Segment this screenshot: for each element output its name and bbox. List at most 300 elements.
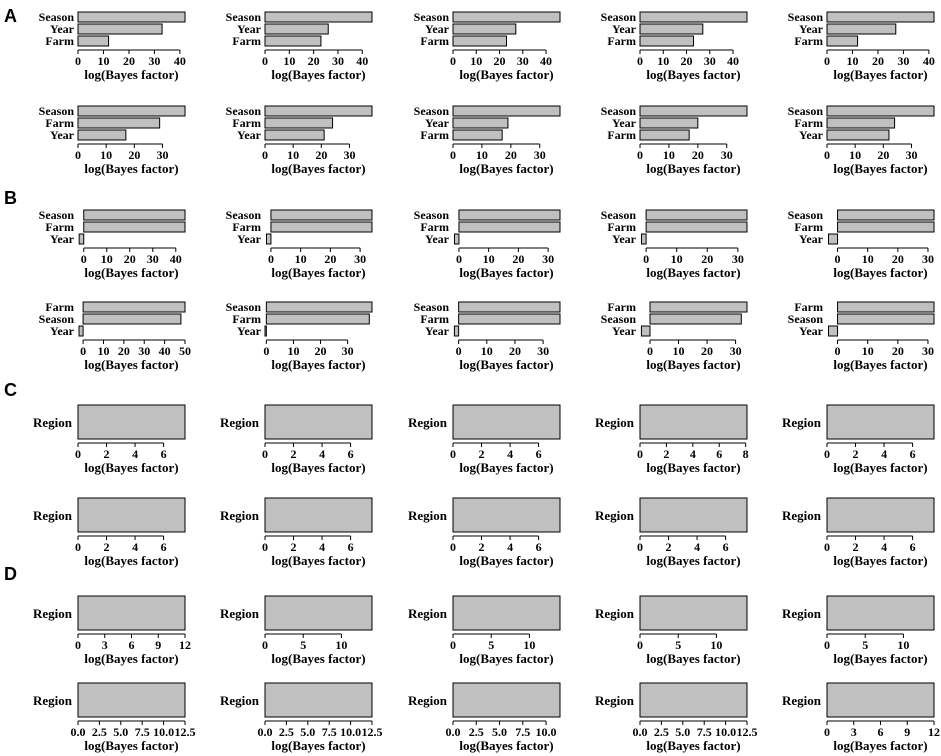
- category-label: Region: [782, 606, 821, 621]
- x-tick-label: 10: [710, 638, 723, 652]
- x-tick-label: 12.5: [736, 725, 758, 739]
- panel-letter-d: D: [4, 564, 17, 584]
- x-tick-label: 30: [703, 54, 716, 68]
- category-label: Season: [225, 10, 261, 24]
- bar: [78, 106, 185, 116]
- category-label: Region: [220, 693, 259, 708]
- x-tick-label: 10: [100, 148, 113, 162]
- x-tick-label: 30: [354, 252, 367, 266]
- x-tick-label: 0: [637, 54, 643, 68]
- x-axis-label: log(Bayes factor): [271, 357, 366, 372]
- x-tick-label: 40: [173, 54, 186, 68]
- x-tick-label: 10: [846, 54, 859, 68]
- x-tick-label: 5: [300, 638, 307, 652]
- category-label: Year: [799, 128, 823, 142]
- bar: [265, 36, 321, 46]
- subplot-d-1-4: [595, 596, 747, 666]
- bar: [453, 405, 560, 439]
- x-axis-label: log(Bayes factor): [459, 265, 554, 280]
- x-tick-label: 5.0: [113, 725, 129, 739]
- category-label: Season: [600, 312, 636, 326]
- category-label: Region: [595, 415, 634, 430]
- x-tick-label: 10: [294, 252, 307, 266]
- x-tick-label: 30: [921, 252, 934, 266]
- bar: [838, 314, 934, 324]
- subplot-c-2-1: [33, 498, 185, 568]
- x-tick-label: 30: [138, 344, 151, 358]
- x-tick-label: 7.5: [515, 725, 531, 739]
- category-label: Region: [408, 415, 447, 430]
- x-tick-label: 10: [861, 252, 874, 266]
- category-label: Year: [50, 128, 74, 142]
- category-label: Year: [612, 22, 636, 36]
- x-tick-label: 10.0: [715, 725, 737, 739]
- bar: [271, 210, 372, 220]
- x-axis-label: log(Bayes factor): [459, 67, 554, 82]
- bar: [271, 222, 372, 232]
- subplot-a-1-3: [414, 10, 560, 82]
- subplot-a-2-3: [414, 104, 560, 176]
- x-tick-label: 10: [482, 252, 495, 266]
- subplot-d-2-5: [782, 683, 940, 753]
- x-tick-label: 4: [132, 447, 139, 461]
- x-tick-label: 2: [665, 540, 672, 554]
- x-tick-label: 20: [315, 148, 328, 162]
- x-tick-label: 12.5: [174, 725, 196, 739]
- bar: [265, 118, 333, 128]
- category-label: Season: [225, 208, 261, 222]
- bar: [827, 12, 934, 22]
- x-tick-label: 0: [637, 638, 643, 652]
- x-tick-label: 2.5: [653, 725, 669, 739]
- category-label: Year: [612, 232, 636, 246]
- category-label: Farm: [794, 300, 823, 314]
- x-tick-label: 0.0: [257, 725, 273, 739]
- category-label: Region: [220, 606, 259, 621]
- subplot-b-2-4: [601, 300, 747, 372]
- bar: [453, 596, 560, 630]
- bar: [265, 12, 372, 22]
- bar: [642, 234, 647, 244]
- category-label: Year: [237, 232, 261, 246]
- category-label: Farm: [607, 34, 636, 48]
- bar: [78, 12, 185, 22]
- category-label: Year: [237, 324, 261, 338]
- x-axis-label: log(Bayes factor): [271, 651, 366, 666]
- x-tick-label: 0: [824, 725, 830, 739]
- x-tick-label: 8: [742, 447, 749, 461]
- x-tick-label: 4: [319, 540, 326, 554]
- x-tick-label: 5.0: [492, 725, 508, 739]
- bar: [266, 302, 372, 312]
- x-tick-label: 3: [101, 638, 108, 652]
- bar: [459, 210, 560, 220]
- x-tick-label: 0.0: [445, 725, 461, 739]
- bar: [453, 498, 560, 532]
- x-axis-label: log(Bayes factor): [833, 460, 928, 475]
- category-label: Year: [425, 324, 449, 338]
- subplot-c-1-1: [33, 405, 185, 475]
- bar: [459, 302, 560, 312]
- bar: [827, 106, 934, 116]
- x-tick-label: 5.0: [300, 725, 316, 739]
- x-tick-label: 10: [287, 344, 300, 358]
- x-tick-label: 0: [646, 344, 653, 358]
- subplot-c-1-2: [220, 405, 372, 475]
- x-tick-label: 0: [450, 54, 456, 68]
- x-axis-label: log(Bayes factor): [459, 553, 554, 568]
- bar: [640, 36, 694, 46]
- x-tick-label: 40: [922, 54, 935, 68]
- category-label: Season: [787, 208, 823, 222]
- subplot-d-2-3: [408, 683, 560, 753]
- x-tick-label: 0: [262, 148, 268, 162]
- x-tick-label: 30: [148, 54, 161, 68]
- category-label: Region: [782, 693, 821, 708]
- category-label: Farm: [232, 116, 261, 130]
- x-tick-label: 0: [450, 447, 456, 461]
- bar: [829, 234, 838, 244]
- x-tick-label: 0: [824, 638, 830, 652]
- category-label: Year: [50, 22, 74, 36]
- category-label: Year: [799, 22, 823, 36]
- bar: [838, 302, 934, 312]
- category-label: Season: [600, 104, 636, 118]
- category-label: Farm: [607, 220, 636, 234]
- category-label: Farm: [420, 220, 449, 234]
- x-tick-label: 20: [680, 54, 693, 68]
- bar: [838, 222, 934, 232]
- bar: [641, 326, 650, 336]
- x-axis-label: log(Bayes factor): [646, 460, 741, 475]
- bar: [454, 234, 458, 244]
- category-label: Region: [595, 508, 634, 523]
- x-tick-label: 10: [100, 252, 113, 266]
- bar: [453, 130, 502, 140]
- x-tick-label: 0.0: [70, 725, 86, 739]
- x-tick-label: 0: [267, 252, 274, 266]
- x-tick-label: 6: [347, 540, 354, 554]
- subplot-b-2-3: [414, 300, 560, 372]
- subplot-b-2-1: [39, 300, 191, 372]
- x-axis-label: log(Bayes factor): [84, 67, 179, 82]
- x-axis-label: log(Bayes factor): [646, 265, 741, 280]
- category-label: Region: [408, 606, 447, 621]
- x-tick-label: 30: [146, 252, 159, 266]
- bar: [453, 12, 560, 22]
- bar: [640, 130, 689, 140]
- category-label: Farm: [45, 220, 74, 234]
- category-label: Season: [38, 10, 74, 24]
- subplot-b-1-2: [226, 208, 372, 280]
- x-axis-label: log(Bayes factor): [271, 738, 366, 753]
- bar: [838, 210, 934, 220]
- x-axis-label: log(Bayes factor): [459, 651, 554, 666]
- panel-letter-b: B: [4, 188, 17, 208]
- x-tick-label: 2.5: [468, 725, 484, 739]
- x-axis-label: log(Bayes factor): [84, 460, 179, 475]
- x-tick-label: 30: [542, 252, 555, 266]
- bar: [459, 222, 560, 232]
- category-label: Farm: [420, 128, 449, 142]
- x-tick-label: 0: [643, 252, 650, 266]
- x-tick-label: 4: [881, 447, 888, 461]
- x-tick-label: 10: [672, 344, 685, 358]
- x-tick-label: 10: [470, 54, 483, 68]
- category-label: Season: [225, 300, 261, 314]
- bar: [78, 24, 162, 34]
- bar: [453, 36, 507, 46]
- bar: [640, 596, 747, 630]
- category-label: Year: [425, 116, 449, 130]
- x-tick-label: 6: [716, 447, 723, 461]
- subplot-c-2-3: [408, 498, 560, 568]
- x-tick-label: 2: [478, 447, 485, 461]
- x-tick-label: 30: [729, 344, 742, 358]
- x-axis-label: log(Bayes factor): [459, 357, 554, 372]
- bar: [265, 498, 372, 532]
- bar: [827, 118, 895, 128]
- category-label: Region: [408, 693, 447, 708]
- category-label: Farm: [607, 300, 636, 314]
- bar: [78, 405, 185, 439]
- x-axis-label: log(Bayes factor): [833, 357, 928, 372]
- x-tick-label: 2: [852, 447, 859, 461]
- x-tick-label: 5: [675, 638, 682, 652]
- x-tick-label: 10.0: [340, 725, 362, 739]
- x-tick-label: 6: [347, 447, 354, 461]
- category-label: Region: [595, 606, 634, 621]
- x-axis-label: log(Bayes factor): [84, 265, 179, 280]
- x-tick-label: 6: [535, 447, 542, 461]
- x-tick-label: 7.5: [696, 725, 712, 739]
- bar: [827, 498, 934, 532]
- category-label: Region: [220, 508, 259, 523]
- x-tick-label: 4: [694, 540, 701, 554]
- bar: [640, 498, 747, 532]
- bar: [265, 596, 372, 630]
- category-label: Farm: [794, 34, 823, 48]
- category-label: Season: [225, 104, 261, 118]
- x-tick-label: 5: [488, 638, 495, 652]
- x-tick-label: 0: [824, 447, 830, 461]
- x-tick-label: 6: [877, 725, 884, 739]
- category-label: Farm: [45, 34, 74, 48]
- subplot-c-1-3: [408, 405, 560, 475]
- x-tick-label: 40: [158, 344, 171, 358]
- category-label: Region: [33, 508, 72, 523]
- x-tick-label: 30: [720, 148, 733, 162]
- bar: [265, 130, 324, 140]
- bar: [459, 314, 560, 324]
- x-tick-label: 10: [475, 148, 488, 162]
- category-label: Farm: [794, 116, 823, 130]
- x-tick-label: 7.5: [134, 725, 150, 739]
- x-tick-label: 10: [97, 344, 110, 358]
- x-tick-label: 50: [179, 344, 191, 358]
- category-label: Season: [413, 10, 449, 24]
- x-axis-label: log(Bayes factor): [646, 738, 741, 753]
- x-tick-label: 10: [97, 54, 110, 68]
- x-tick-label: 0: [75, 148, 81, 162]
- x-tick-label: 5: [862, 638, 869, 652]
- x-axis-label: log(Bayes factor): [271, 553, 366, 568]
- x-tick-label: 20: [117, 344, 130, 358]
- subplot-a-1-1: [39, 10, 186, 82]
- x-tick-label: 0: [455, 252, 462, 266]
- category-label: Season: [787, 104, 823, 118]
- category-label: Season: [413, 104, 449, 118]
- x-axis-label: log(Bayes factor): [833, 553, 928, 568]
- x-tick-label: 4: [689, 447, 696, 461]
- bar: [265, 106, 372, 116]
- x-axis-label: log(Bayes factor): [84, 357, 179, 372]
- x-tick-label: 20: [123, 252, 136, 266]
- x-tick-label: 12: [179, 638, 191, 652]
- category-label: Year: [799, 232, 823, 246]
- x-tick-label: 10: [657, 54, 670, 68]
- category-label: Region: [782, 415, 821, 430]
- x-tick-label: 0: [75, 540, 81, 554]
- x-tick-label: 12.5: [361, 725, 383, 739]
- subplot-b-1-5: [788, 208, 934, 280]
- x-tick-label: 3: [850, 725, 857, 739]
- bar: [829, 326, 838, 336]
- x-tick-label: 10: [662, 148, 675, 162]
- category-label: Year: [612, 324, 636, 338]
- x-tick-label: 30: [533, 148, 546, 162]
- category-label: Year: [612, 116, 636, 130]
- category-label: Farm: [420, 312, 449, 326]
- x-tick-label: 6: [535, 540, 542, 554]
- subplot-b-2-5: [788, 300, 934, 372]
- x-tick-label: 0: [450, 540, 456, 554]
- x-tick-label: 0: [75, 638, 81, 652]
- bar: [84, 222, 185, 232]
- x-axis-label: log(Bayes factor): [833, 265, 928, 280]
- category-label: Region: [220, 415, 259, 430]
- x-tick-label: 20: [314, 344, 327, 358]
- x-tick-label: 30: [516, 54, 529, 68]
- category-label: Farm: [607, 128, 636, 142]
- panel-letter-c: C: [4, 380, 17, 400]
- x-tick-label: 20: [512, 252, 525, 266]
- category-label: Year: [50, 324, 74, 338]
- x-tick-label: 2.5: [278, 725, 294, 739]
- category-label: Farm: [232, 220, 261, 234]
- x-tick-label: 30: [156, 148, 169, 162]
- x-tick-label: 6: [128, 638, 135, 652]
- bar: [640, 683, 747, 717]
- subplot-d-1-1: [33, 596, 191, 666]
- bar: [827, 24, 896, 34]
- x-tick-label: 20: [128, 148, 141, 162]
- bar: [453, 24, 516, 34]
- bar: [78, 498, 185, 532]
- x-tick-label: 40: [356, 54, 369, 68]
- category-label: Season: [600, 10, 636, 24]
- category-label: Farm: [232, 34, 261, 48]
- bar: [83, 302, 185, 312]
- x-tick-label: 20: [701, 252, 714, 266]
- x-axis-label: log(Bayes factor): [459, 738, 554, 753]
- x-tick-label: 10.0: [153, 725, 175, 739]
- x-tick-label: 0: [834, 344, 841, 358]
- subplot-d-1-5: [782, 596, 934, 666]
- x-tick-label: 40: [169, 252, 182, 266]
- x-tick-label: 20: [891, 252, 904, 266]
- subplot-c-2-5: [782, 498, 934, 568]
- x-tick-label: 6: [160, 447, 167, 461]
- x-axis-label: log(Bayes factor): [271, 161, 366, 176]
- subplot-b-1-1: [39, 208, 185, 280]
- x-tick-label: 10: [523, 638, 536, 652]
- bar: [640, 24, 703, 34]
- x-axis-label: log(Bayes factor): [84, 738, 179, 753]
- x-tick-label: 40: [540, 54, 553, 68]
- bar: [79, 234, 84, 244]
- x-tick-label: 2: [290, 447, 297, 461]
- x-tick-label: 10: [287, 148, 300, 162]
- x-tick-label: 6: [722, 540, 729, 554]
- x-tick-label: 0: [824, 540, 830, 554]
- bar: [640, 118, 698, 128]
- category-label: Year: [425, 22, 449, 36]
- x-tick-label: 0: [262, 540, 268, 554]
- bar: [265, 683, 372, 717]
- subplot-d-1-2: [220, 596, 372, 666]
- category-label: Year: [799, 324, 823, 338]
- x-tick-label: 0: [262, 447, 268, 461]
- subplot-c-2-4: [595, 498, 747, 568]
- x-tick-label: 4: [132, 540, 139, 554]
- x-tick-label: 2: [103, 447, 110, 461]
- x-tick-label: 0: [824, 148, 830, 162]
- category-label: Season: [413, 208, 449, 222]
- x-tick-label: 10: [480, 344, 493, 358]
- x-tick-label: 0: [450, 638, 456, 652]
- bar: [266, 314, 369, 324]
- bar: [640, 405, 747, 439]
- subplot-a-1-5: [788, 10, 935, 82]
- category-label: Region: [33, 415, 72, 430]
- bar: [640, 12, 747, 22]
- subplot-a-2-2: [226, 104, 372, 176]
- x-tick-label: 20: [493, 54, 506, 68]
- subplot-c-1-5: [782, 405, 934, 475]
- x-tick-label: 6: [160, 540, 167, 554]
- x-tick-label: 10: [897, 638, 910, 652]
- bar: [266, 234, 270, 244]
- x-tick-label: 30: [341, 344, 354, 358]
- x-axis-label: log(Bayes factor): [459, 460, 554, 475]
- x-tick-label: 0: [450, 148, 456, 162]
- x-tick-label: 30: [331, 54, 344, 68]
- x-tick-label: 6: [909, 447, 916, 461]
- category-label: Region: [595, 693, 634, 708]
- x-axis-label: log(Bayes factor): [459, 161, 554, 176]
- x-tick-label: 30: [921, 344, 934, 358]
- x-axis-label: log(Bayes factor): [84, 553, 179, 568]
- bar: [453, 118, 508, 128]
- x-tick-label: 7.5: [321, 725, 337, 739]
- category-label: Region: [408, 508, 447, 523]
- x-tick-label: 30: [905, 148, 918, 162]
- bar: [78, 683, 185, 717]
- x-tick-label: 0: [263, 344, 270, 358]
- x-axis-label: log(Bayes factor): [271, 67, 366, 82]
- x-axis-label: log(Bayes factor): [833, 67, 928, 82]
